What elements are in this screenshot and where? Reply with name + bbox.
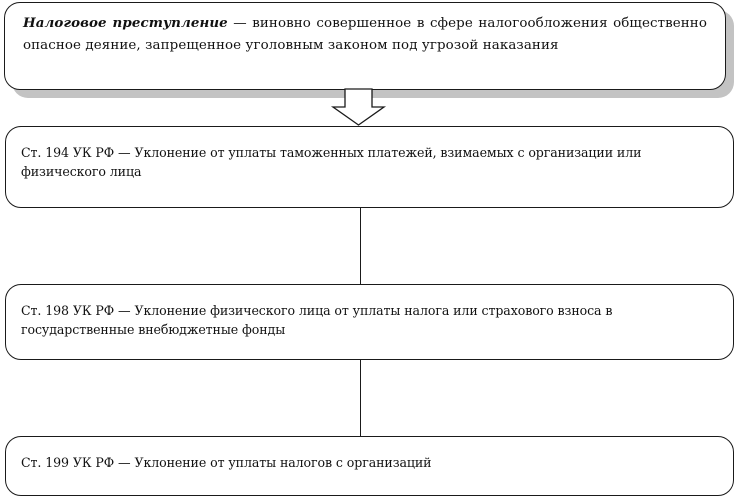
definition-text: виновно совершенное в сфере налогообложения общественно опасное деяние, запрещенное уголовным законом под угрозой наказания [23, 16, 707, 53]
article-ref: Ст. 199 УК РФ [21, 455, 115, 470]
definition-term: Налоговое преступление [23, 15, 228, 31]
article-text: Уклонение физического лица от уплаты налога или страхового взноса в государственные внебюджетные фонды [21, 303, 613, 337]
connector-line [360, 360, 361, 436]
article-text: Уклонение от уплаты таможенных платежей, взимаемых с организации или физического лица [21, 145, 642, 179]
article-text: Уклонение от уплаты налогов с организаций [134, 455, 432, 470]
definition-dash: — [227, 16, 253, 31]
article-dash: — [114, 303, 135, 318]
article-box-198 [5, 284, 734, 360]
article-dash: — [114, 455, 135, 470]
article-box-194 [5, 126, 734, 208]
definition-box [4, 2, 726, 90]
article-ref: Ст. 198 УК РФ [21, 303, 115, 318]
article-box-199 [5, 436, 734, 496]
down-arrow-icon [328, 88, 388, 128]
article-dash: — [114, 145, 135, 160]
article-ref: Ст. 194 УК РФ [21, 145, 115, 160]
connector-line [360, 208, 361, 284]
